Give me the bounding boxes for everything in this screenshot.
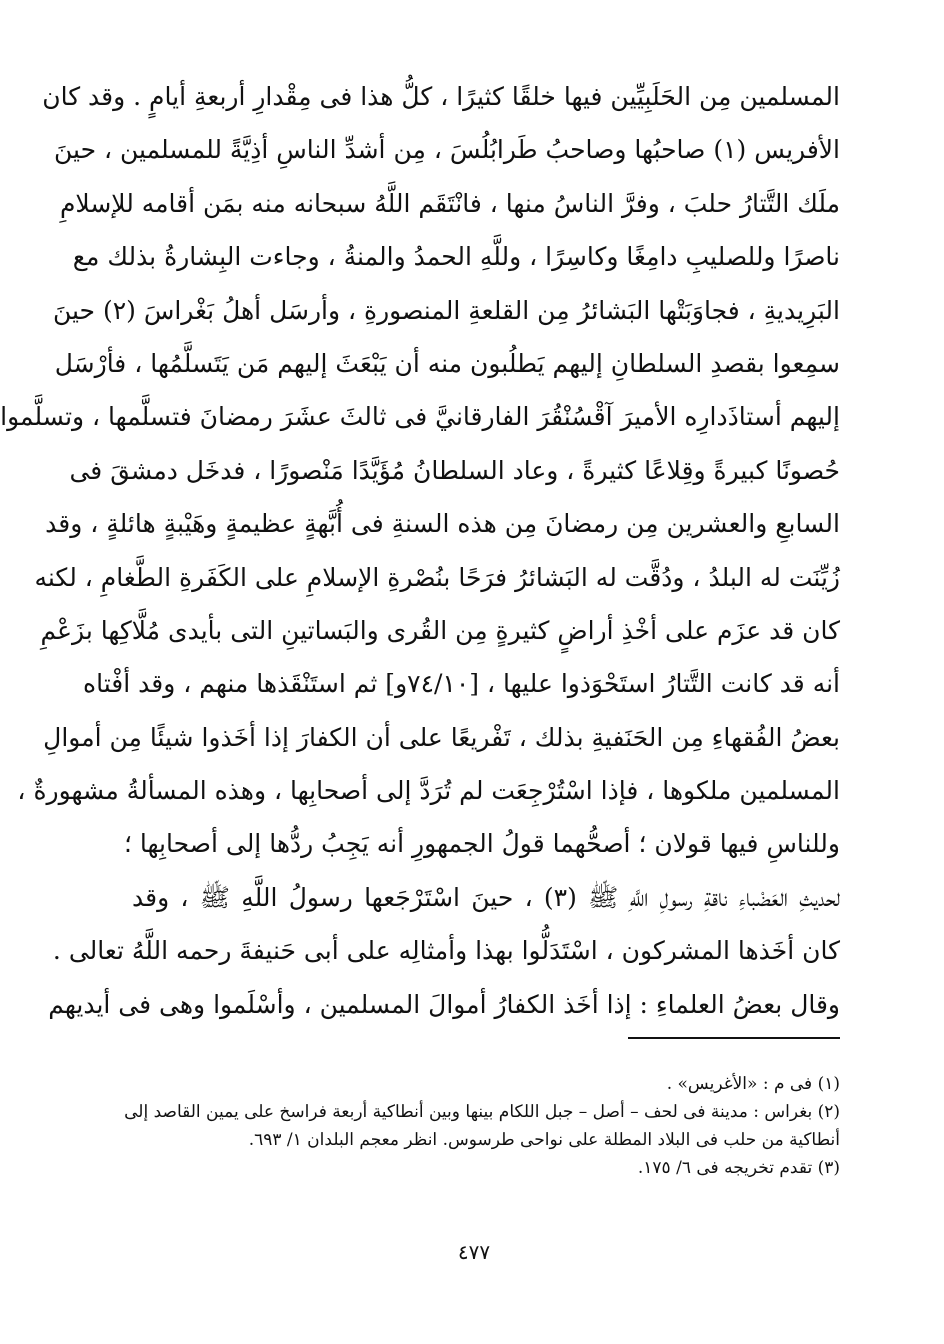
- footnote-2-continued: أنطاكية من حلب فى البلاد المطلة على نواحى طرسوس. انظر معجم البلدان ١/ ٦٩٣.: [248, 1130, 840, 1150]
- footnote-separator: [628, 1037, 840, 1039]
- text-line: زُيِّنَت له البلدُ ، ودُقَّت له البَشائرُ فرَحًا بنُصْرةِ الإسلامِ على الكَفَرةِ الطَّغامِ ، لكنه: [34, 562, 840, 592]
- text-line: السابعِ والعشرين مِن رمضانَ مِن هذه السنةِ فى أُبَّهةٍ عظيمةٍ وهَيْبةٍ هائلةٍ ، وقد: [45, 509, 840, 539]
- text-line: بعضُ الفُقهاءِ مِن الحَنَفيةِ بذلك ، تَفْريعًا على أن الكفارَ إذا أخَذوا شيئًا مِن أموالِ: [43, 722, 840, 752]
- text-line: حُصونًا كبيرةً وقِلاعًا كثيرةً ، وعاد السلطانُ مُؤَيَّدًا مَنْصورًا ، فدخَل دمشقَ فى: [69, 455, 840, 485]
- text-line: وللناسِ فيها قولان ؛ أصحُّهما قولُ الجمهورِ أنه يَجِبُ ردُّها إلى أصحابِها ؛: [123, 829, 840, 859]
- text-line: لحديثِ العَضْباءِ ناقةِ رسولِ اللَّهِ ﷺ (٣) ، حينَ اسْتَرْجَعها رسولُ اللَّهِ ﷺ ، وقد: [132, 882, 840, 912]
- page-number: ٤٧٧: [457, 1240, 491, 1264]
- text-line: المسلمين مِن الحَلَبِيِّين فيها خلقًا كثيرًا ، كلُّ هذا فى مِقْدارِ أربعةِ أيامٍ . وقد كان: [42, 82, 840, 111]
- text-line: كان قد عزَم على أخْذِ أراضٍ كثيرةٍ مِن القُرى والبَساتينِ التى بأيدى مُلَّاكِها بزَعْمِ: [40, 615, 840, 645]
- text-line: الأفريس (١) صاحبُها وصاحبُ طَرابُلُسَ ، مِن أشدِّ الناسِ أذِيَّةً للمسلمين ، حينَ: [54, 135, 840, 165]
- text-line: البَرِيديةِ ، فجاوَبَتْها البَشائرُ مِن القلعةِ المنصورةِ ، وأرسَل أهلُ بَغْراسَ (٢) حينَ: [52, 295, 840, 325]
- footnote-3: (٣) تقدم تخريجه فى ٦/ ١٧٥.: [637, 1158, 840, 1178]
- text-line: ملَك التَّتارُ حلبَ ، وفرَّ الناسُ منها ، فانْتَقَم اللَّهُ سبحانه منه بمَن أقامه للإسلامِ: [59, 188, 840, 218]
- text-line: المسلمين ملكوها ، فإذا اسْتُرْجِعَت لم تُرَدَّ إلى أصحابِها ، وهذه المسألةُ مشهورةٌ ،: [17, 776, 840, 806]
- text-line: أنه قد كانت التَّتارُ استَحْوَذوا عليها ، [٧٤/١٠و] ثم استَنْقَذها منهم ، وقد أفْتاه: [83, 669, 840, 699]
- text-line: وقال بعضُ العلماءِ : إذا أخَذ الكفارُ أموالَ المسلمين ، وأسْلَموا وهى فى أيديهم: [48, 989, 840, 1019]
- footnote-2: (٢) بغراس : مدينة فى لحف – أصل – جبل اللكام بينها وبين أنطاكية أربعة فراسخ على يمين القاصد إلى: [124, 1102, 840, 1122]
- text-line: ناصرًا وللصليبِ دامِغًا وكاسِرًا ، وللَّهِ الحمدُ والمنةُ ، وجاءت البِشارةُ بذلك مع: [72, 242, 840, 272]
- footnote-1: (١) فى م : «الأغريس» .: [666, 1074, 840, 1094]
- text-line: إليهم أستاذَدارِه الأميرَ آقْسُنْقُرَ الفارقانيَّ فى ثالثَ عشَرَ رمضانَ فتسلَّمها ، وتسلَّموا: [0, 402, 840, 432]
- main-text-block: [0, 70, 840, 1031]
- text-line: سمِعوا بقصدِ السلطانِ إليهم يَطلُبون منه أن يَبْعَثَ إليهم مَن يَتَسلَّمُها ، فأرْسَل: [54, 348, 840, 378]
- text-line: كان أخَذها المشركون ، اسْتَدَلُّوا بهذا وأمثالِه على أبى حَنيفةَ رحمه اللَّهُ تعالى .: [52, 936, 840, 966]
- footnotes-block: [124, 1070, 840, 1182]
